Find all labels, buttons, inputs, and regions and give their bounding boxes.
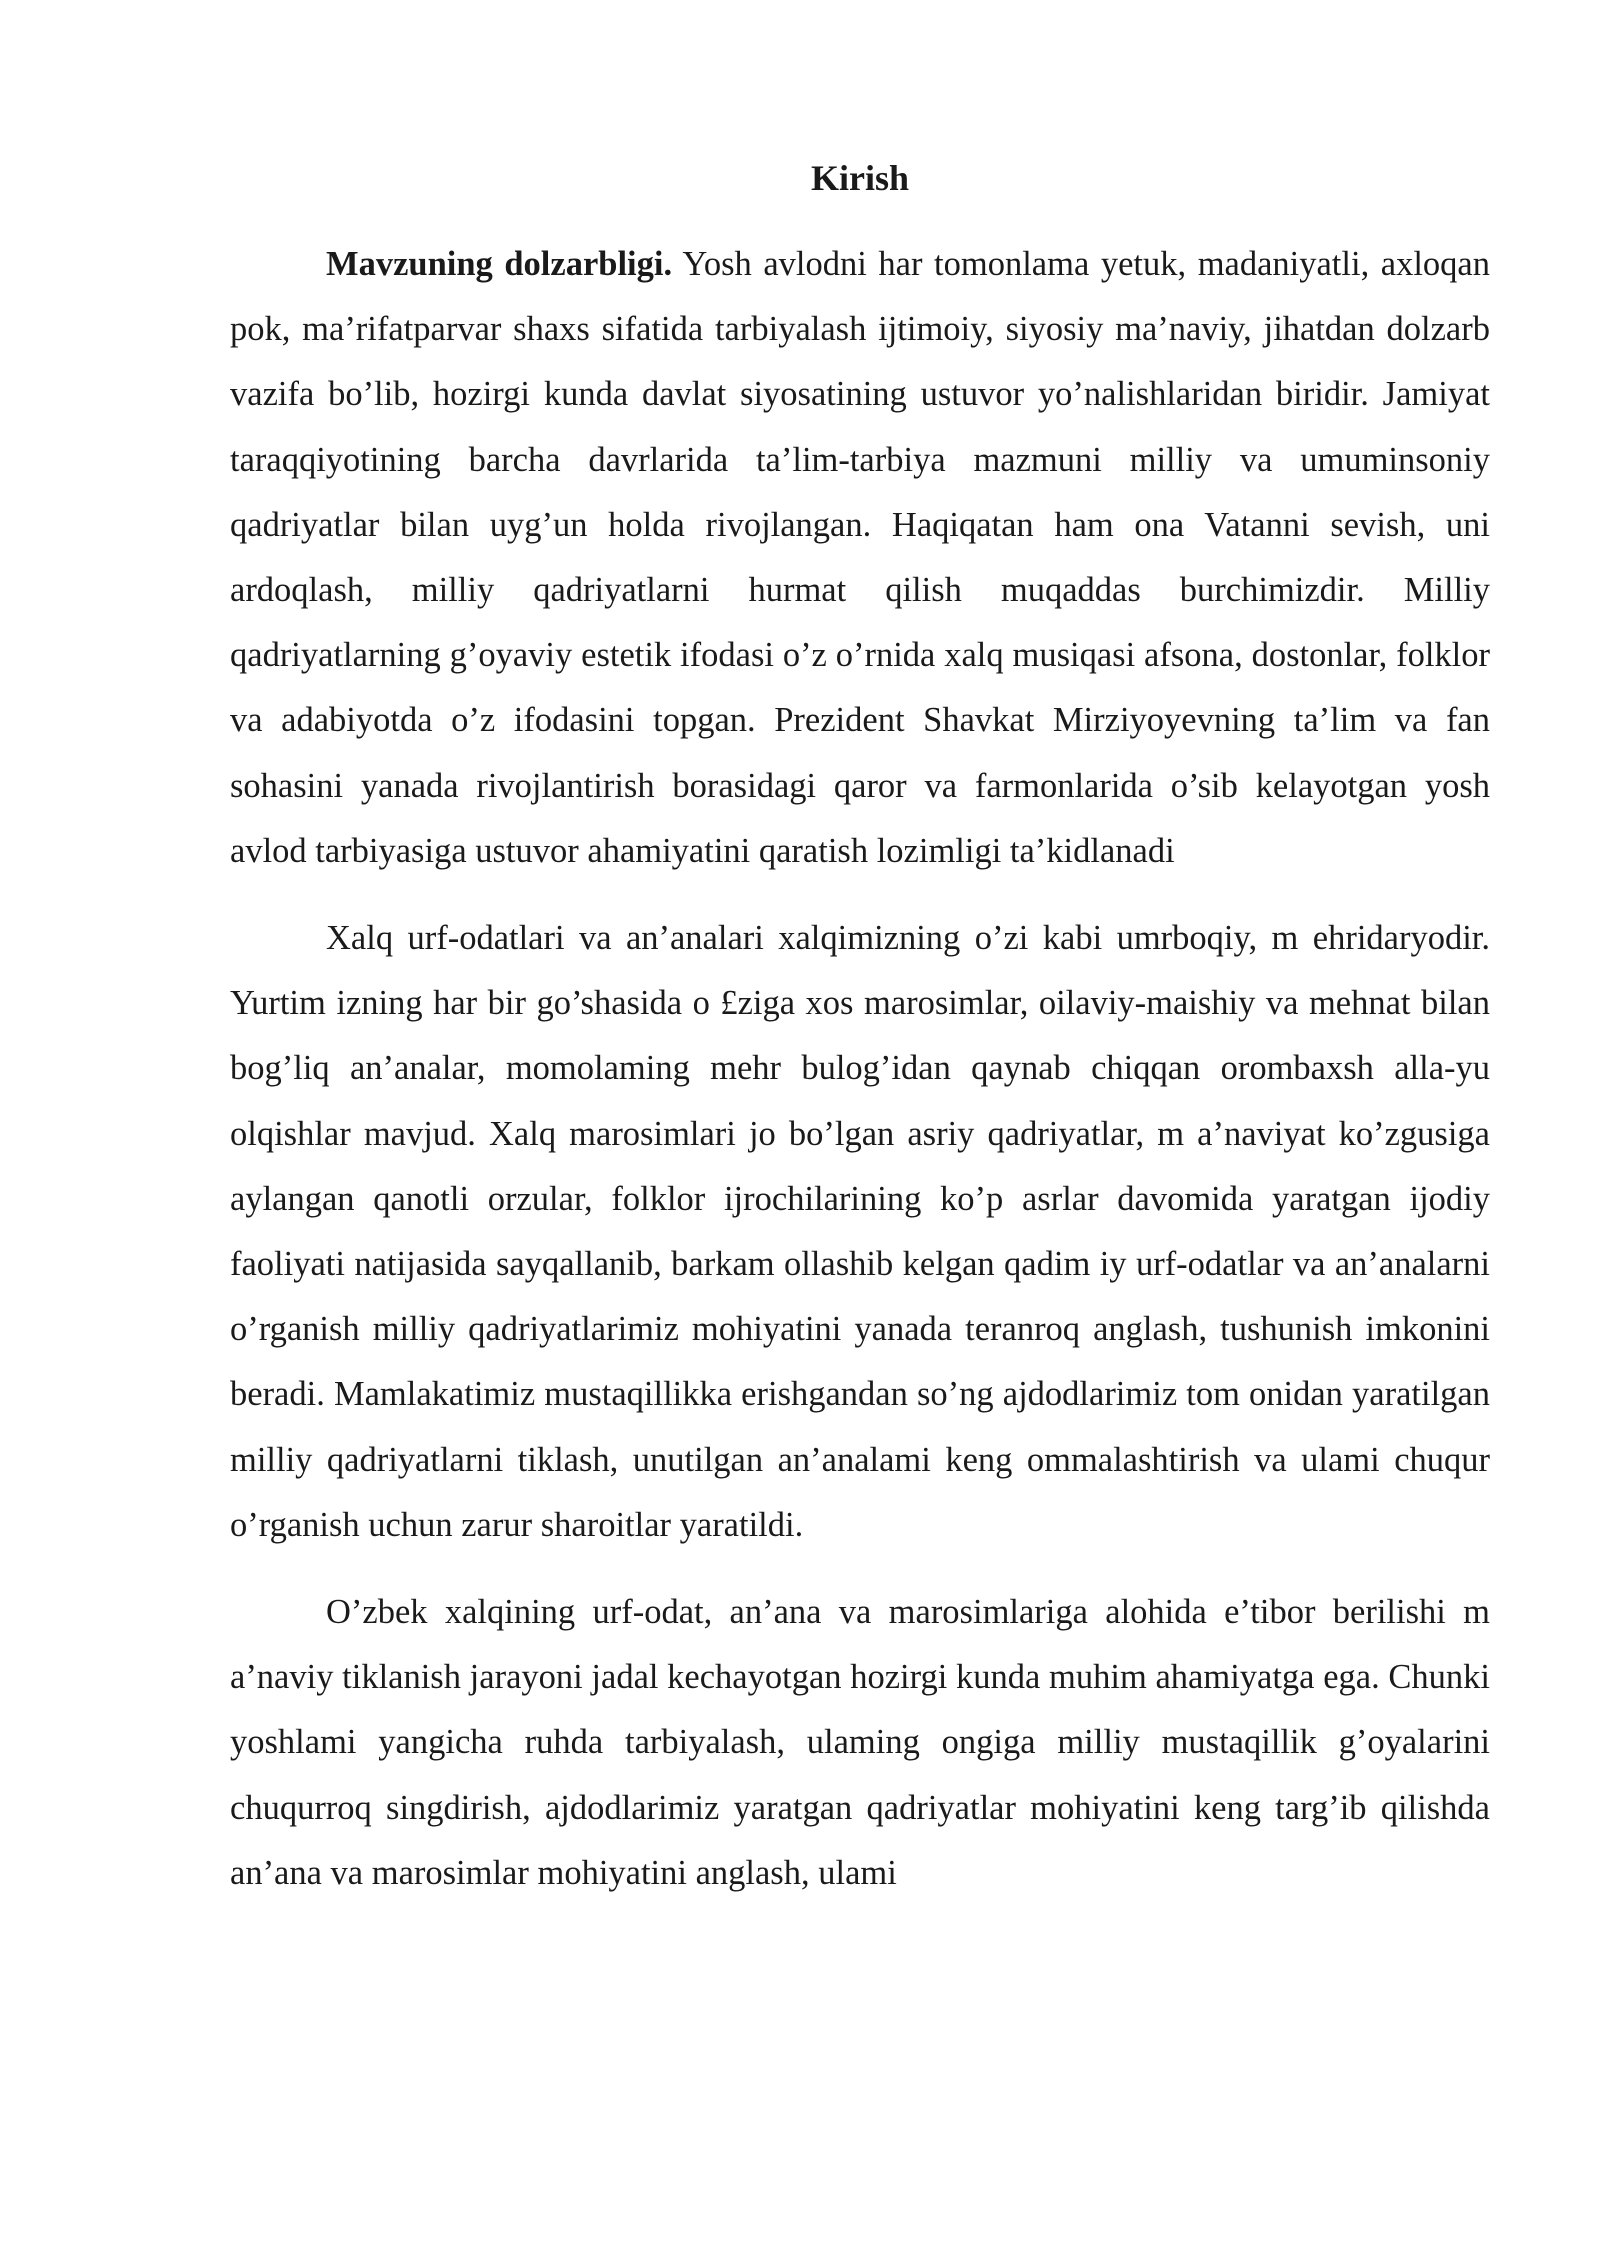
paragraph-ceremonies: [230, 1580, 1490, 1906]
document-body: [230, 232, 1490, 1928]
paragraph-relevance: [230, 232, 1490, 884]
paragraph-text: Xalq urf-odatlari va an’analari xalqimizning o’zi kabi umrboqiy, m ehridaryodir. Yurtim izning har bir go’shasida o £ziga xos marosimlar, oilaviy-maishiy va mehnat bilan bog’liq an’analar, momolaming mehr bulog’idan qaynab chiqqan orombaxsh alla-yu olqishlar mavjud. Xalq marosimlari jo bo’lgan asriy qadriyatlar, m a’naviyat ko’zgusiga aylangan qanotli orzular, folklor ijrochilarining ko’p asrlar davomida yaratgan ijodiy faoliyati natijasida sayqallanib, barkam ollashib kelgan qadim iy urf-odatlar va an’analarni o’rganish milliy qadriyatlarimiz mohiyatini yanada teranroq anglash, tushunish imkonini beradi. Mamlakatimiz mustaqillikka erishgandan so’ng ajdodlarimiz tom onidan yaratilgan milliy qadriyatlarni tiklash, unutilgan an’analami keng ommalashtirish va ulami chuqur o’rganish uchun zarur sharoitlar yaratildi.: [230, 919, 1490, 1544]
page-title: Kirish: [810, 158, 909, 198]
paragraph-lead: Mavzuning dolzarbligi.: [326, 245, 673, 283]
paragraph-text: O’zbek xalqining urf-odat, an’ana va marosimlariga alohida e’tibor berilishi m a’naviy tiklanish jarayoni jadal kechayotgan hozirgi kunda muhim ahamiyatga ega. Chunki yoshlami yangicha ruhda tarbiyalash, ulaming ongiga milliy mustaqillik g’oyalarini chuqurroq singdirish, ajdodlarimiz yaratgan qadriyatlar mohiyatini keng targ’ib qilishda an’ana va marosimlar mohiyatini anglash, ulami: [230, 1593, 1490, 1892]
paragraph-traditions: [230, 906, 1490, 1558]
paragraph-text: Yosh avlodni har tomonlama yetuk, madaniyatli, axloqan pok, ma’rifatparvar shaxs sifatida tarbiyalash ijtimoiy, siyosiy ma’naviy, jihatdan dolzarb vazifa bo’lib, hozirgi kunda davlat siyosatining ustuvor yo’nalishlaridan biridir. Jamiyat taraqqiyotining barcha davrlarida ta’lim-tarbiya mazmuni milliy va umuminsoniy qadriyatlar bilan uyg’un holda rivojlangan. Haqiqatan ham ona Vatanni sevish, uni ardoqlash, milliy qadriyatlarni hurmat qilish muqaddas burchimizdir. Milliy qadriyatlarning g’oyaviy estetik ifodasi o’z o’rnida xalq musiqasi afsona, dostonlar, folklor va adabiyotda o’z ifodasini topgan. Prezident Shavkat Mirziyoyevning ta’lim va fan sohasini yanada rivojlantirish borasidagi qaror va farmonlarida o’sib kelayotgan yosh avlod tarbiyasiga ustuvor ahamiyatini qaratish lozimligi ta’kidlanadi: [230, 245, 1490, 870]
